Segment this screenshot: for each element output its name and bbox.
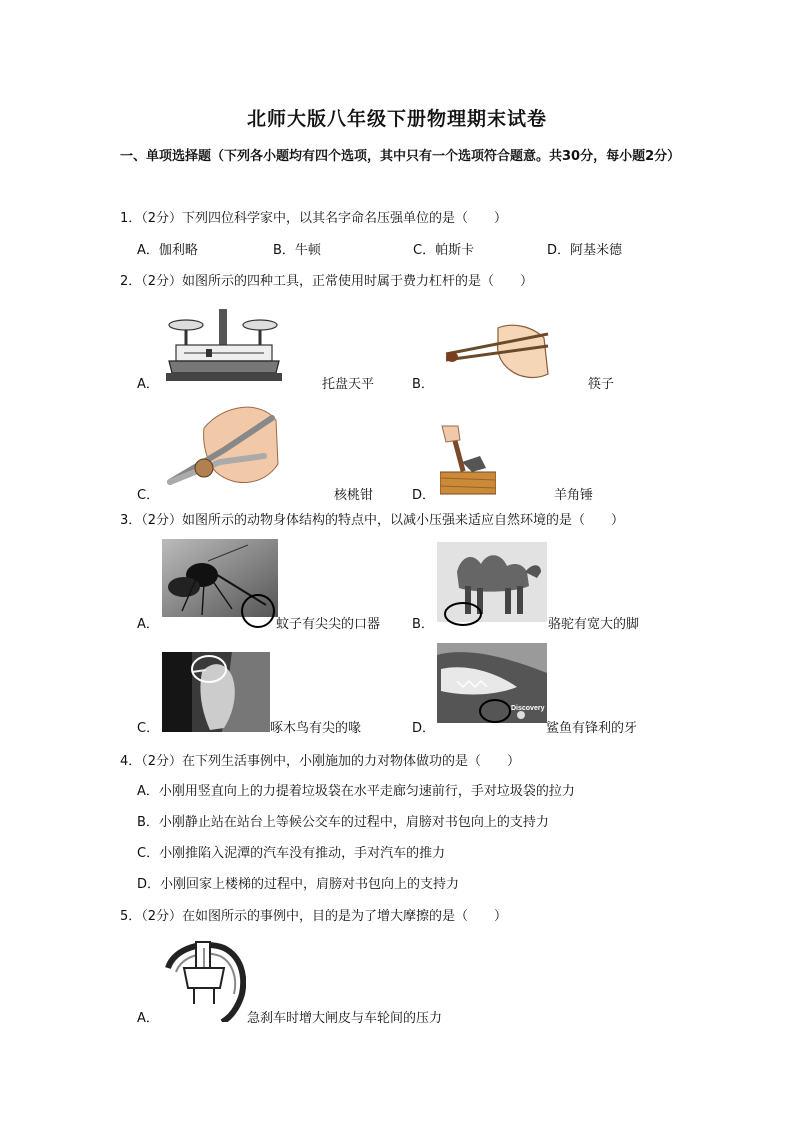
q2-option-d-letter: D．: [412, 488, 436, 503]
question-1-stem: 1．（2分）下列四位科学家中，以其名字命名压强单位的是（ ）: [120, 211, 508, 226]
q3-option-d-caption: 鲨鱼有锋利的牙: [546, 721, 638, 736]
q3-option-d-letter: D．: [412, 721, 436, 736]
nutcracker-image: [164, 398, 280, 490]
shark-image: [437, 643, 547, 727]
q2-option-b-letter: B．: [412, 377, 434, 392]
question-2-stem: 2．（2分）如图所示的四种工具，正常使用时属于费力杠杆的是（ ）: [120, 274, 534, 289]
q2-option-a-letter: A．: [137, 377, 159, 392]
bicycle-brake-image: [164, 938, 246, 1022]
q2-option-c-letter: C．: [137, 488, 160, 503]
question-5-stem: 5．（2分）在如图所示的事例中，目的是为了增大摩擦的是（ ）: [120, 909, 508, 924]
q3-option-a-letter: A．: [137, 617, 159, 632]
q4-option-b: B．小刚静止站在站台上等候公交车的过程中，肩膀对书包向上的支持力: [137, 815, 549, 830]
q4-option-c: C．小刚推陷入泥潭的汽车没有推动，手对汽车的推力: [137, 846, 446, 861]
q5-option-a-letter: A．: [137, 1011, 159, 1026]
balance-scale-image: [164, 305, 284, 387]
mosquito-image: [162, 539, 278, 631]
q3-option-c-caption: 啄木鸟有尖的喙: [270, 721, 362, 736]
camel-image: [437, 542, 547, 628]
question-3-stem: 3．（2分）如图所示的动物身体结构的特点中，以减小压强来适应自然环境的是（ ）: [120, 513, 625, 528]
q3-option-b-letter: B．: [412, 617, 434, 632]
q3-option-c-letter: C．: [137, 721, 160, 736]
q2-option-a-caption: 托盘天平: [322, 377, 375, 392]
question-4-stem: 4．（2分）在下列生活事例中，小刚施加的力对物体做功的是（ ）: [120, 754, 521, 769]
q2-option-d-caption: 羊角锤: [554, 488, 594, 503]
claw-hammer-image: [440, 424, 496, 496]
q2-option-c-caption: 核桃钳: [334, 488, 374, 503]
q5-option-a-caption: 急刹车时增大闸皮与车轮间的压力: [247, 1011, 443, 1026]
shark-logo-text: Discovery: [511, 705, 545, 712]
q3-option-b-caption: 骆驼有宽大的脚: [548, 617, 640, 632]
chopsticks-image: [440, 318, 550, 384]
q1-option-a: A．伽利略: [137, 243, 198, 258]
page-title: 北师大版八年级下册物理期末试卷: [246, 108, 547, 130]
q1-option-b: B．牛顿: [273, 243, 321, 258]
q4-option-a: A．小刚用竖直向上的力提着垃圾袋在水平走廊匀速前行，手对垃圾袋的拉力: [137, 784, 575, 799]
q1-option-c: C．帕斯卡: [413, 243, 475, 258]
q2-option-b-caption: 筷子: [588, 377, 615, 392]
section-header: 一、单项选择题（下列各小题均有四个选项，其中只有一个选项符合题意。共30分，每小题2分）: [120, 149, 681, 164]
q4-option-d: D．小刚回家上楼梯的过程中，肩膀对书包向上的支持力: [137, 877, 460, 892]
woodpecker-image: [162, 652, 270, 732]
q1-option-d: D．阿基米德: [547, 243, 623, 258]
q3-option-a-caption: 蚊子有尖尖的口器: [276, 617, 381, 632]
